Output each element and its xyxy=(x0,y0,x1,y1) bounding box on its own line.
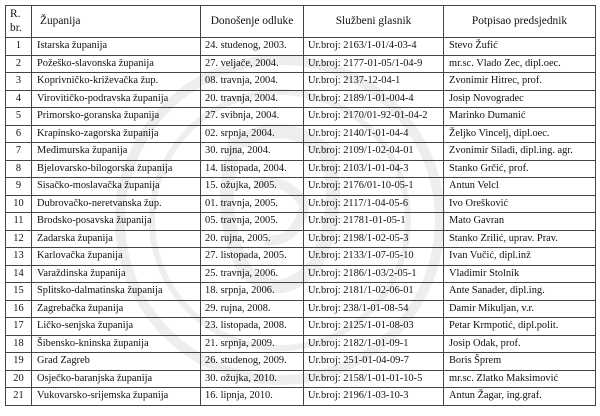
row-number: 8 xyxy=(6,160,32,178)
gazette-cell: Ur.broj: 2103/1-01-04-3 xyxy=(304,160,444,178)
table-row xyxy=(6,108,596,126)
county-cell: Karlovačka županija xyxy=(32,248,201,266)
row-number: 9 xyxy=(6,178,32,196)
table-row xyxy=(6,125,596,143)
signed-by-cell: mr.sc. Zlatko Maksimović xyxy=(444,370,596,388)
row-number: 18 xyxy=(6,335,32,353)
decision-date-cell: 27. veljače, 2004. xyxy=(201,55,304,73)
table-row xyxy=(6,300,596,318)
header-number xyxy=(6,6,32,38)
gazette-cell: Ur.broj: 2125/1-01-08-03 xyxy=(304,318,444,336)
signed-by-cell: Boris Šprem xyxy=(444,353,596,371)
gazette-cell: Ur.broj: 2133/1-07-05-10 xyxy=(304,248,444,266)
signed-by-cell: Marinko Dumanić xyxy=(444,108,596,126)
signed-by-cell: Ivo Orešković xyxy=(444,195,596,213)
gazette-cell: Ur.broj: 2140/1-01-04-4 xyxy=(304,125,444,143)
gazette-cell: Ur.broj: 2176/01-10-05-1 xyxy=(304,178,444,196)
gazette-cell: Ur.broj: 2181/1-02-06-01 xyxy=(304,283,444,301)
decision-date-cell: 26. studenog, 2009. xyxy=(201,353,304,371)
decision-date-cell: 18. srpnja, 2006. xyxy=(201,283,304,301)
table-row xyxy=(6,38,596,56)
county-cell: Krapinsko-zagorska županija xyxy=(32,125,201,143)
gazette-cell: Ur.broj: 2198/1-02-05-3 xyxy=(304,230,444,248)
signed-by-cell: Damir Mikuljan, v.r. xyxy=(444,300,596,318)
decision-date-cell: 24. studenog, 2003. xyxy=(201,38,304,56)
county-cell: Dubrovačko-neretvanska žup. xyxy=(32,195,201,213)
table-row xyxy=(6,388,596,406)
row-number: 1 xyxy=(6,38,32,56)
table-row xyxy=(6,90,596,108)
table-row xyxy=(6,143,596,161)
county-cell: Šibensko-kninska županija xyxy=(32,335,201,353)
row-number: 2 xyxy=(6,55,32,73)
row-number: 7 xyxy=(6,143,32,161)
decision-date-cell: 20. rujna, 2005. xyxy=(201,230,304,248)
table-row xyxy=(6,265,596,283)
signed-by-cell: Zvonimir Hitrec, prof. xyxy=(444,73,596,91)
gazette-cell: Ur.broj: 2109/1-02-04-01 xyxy=(304,143,444,161)
county-cell: Varaždinska županija xyxy=(32,265,201,283)
county-cell: Primorsko-goranska županija xyxy=(32,108,201,126)
table-row xyxy=(6,318,596,336)
decision-date-cell: 14. listopada, 2004. xyxy=(201,160,304,178)
signed-by-cell: Ante Sanader, dipl.ing. xyxy=(444,283,596,301)
gazette-cell: Ur.broj: 2117/1-04-05-6 xyxy=(304,195,444,213)
decision-date-cell: 01. travnja, 2005. xyxy=(201,195,304,213)
row-number: 13 xyxy=(6,248,32,266)
gazette-cell: Ur.broj: 2137-12-04-1 xyxy=(304,73,444,91)
gazette-cell: Ur.broj: 2177-01-05/1-04-9 xyxy=(304,55,444,73)
table-row xyxy=(6,370,596,388)
signed-by-cell: mr.sc. Vlado Zec, dipl.oec. xyxy=(444,55,596,73)
gazette-cell: Ur.broj: 2163/1-01/4-03-4 xyxy=(304,38,444,56)
table-row xyxy=(6,195,596,213)
table-row xyxy=(6,213,596,231)
decision-date-cell: 30. rujna, 2004. xyxy=(201,143,304,161)
county-cell: Koprivničko-križevačka žup. xyxy=(32,73,201,91)
county-cell: Osječko-baranjska županija xyxy=(32,370,201,388)
table-row xyxy=(6,55,596,73)
decision-date-cell: 16. lipnja, 2010. xyxy=(201,388,304,406)
row-number: 4 xyxy=(6,90,32,108)
gazette-cell: Ur.broj: 2196/1-03-10-3 xyxy=(304,388,444,406)
row-number: 16 xyxy=(6,300,32,318)
header-county: Županija xyxy=(32,6,201,38)
county-cell: Zagrebačka županija xyxy=(32,300,201,318)
county-cell: Ličko-senjska županija xyxy=(32,318,201,336)
decision-date-cell: 25. travnja, 2006. xyxy=(201,265,304,283)
table-row xyxy=(6,178,596,196)
row-number: 14 xyxy=(6,265,32,283)
county-cell: Vukovarsko-srijemska županija xyxy=(32,388,201,406)
signed-by-cell: Petar Krmpotić, dipl.polit. xyxy=(444,318,596,336)
gazette-cell: Ur.broj: 2189/1-01-004-4 xyxy=(304,90,444,108)
header-decision-date: Donošenje odluke xyxy=(201,6,304,38)
row-number: 5 xyxy=(6,108,32,126)
signed-by-cell: Antun Velcl xyxy=(444,178,596,196)
decision-date-cell: 27. listopada, 2005. xyxy=(201,248,304,266)
row-number: 17 xyxy=(6,318,32,336)
signed-by-cell: Zvonimir Siladi, dipl.ing. agr. xyxy=(444,143,596,161)
table-row xyxy=(6,160,596,178)
decision-date-cell: 21. srpnja, 2009. xyxy=(201,335,304,353)
row-number: 11 xyxy=(6,213,32,231)
row-number: 21 xyxy=(6,388,32,406)
decision-date-cell: 05. travnja, 2005. xyxy=(201,213,304,231)
decision-date-cell: 02. srpnja, 2004. xyxy=(201,125,304,143)
county-cell: Istarska županija xyxy=(32,38,201,56)
table-row xyxy=(6,73,596,91)
row-number: 15 xyxy=(6,283,32,301)
gazette-cell: Ur.broj: 21781-01-05-1 xyxy=(304,213,444,231)
signed-by-cell: Josip Novogradec xyxy=(444,90,596,108)
county-cell: Sisačko-moslavačka županija xyxy=(32,178,201,196)
gazette-cell: Ur.broj: 2158/1-01-01-10-5 xyxy=(304,370,444,388)
signed-by-cell: Stanko Grčić, prof. xyxy=(444,160,596,178)
row-number: 19 xyxy=(6,353,32,371)
signed-by-cell: Vladimir Stolnik xyxy=(444,265,596,283)
signed-by-cell: Željko Vincelj, dipl.oec. xyxy=(444,125,596,143)
row-number: 6 xyxy=(6,125,32,143)
county-cell: Virovitičko-podravska županija xyxy=(32,90,201,108)
decision-date-cell: 23. listopada, 2008. xyxy=(201,318,304,336)
gazette-cell: Ur.broj: 2170/01-92-01-04-2 xyxy=(304,108,444,126)
county-cell: Splitsko-dalmatinska županija xyxy=(32,283,201,301)
decision-date-cell: 08. travnja, 2004. xyxy=(201,73,304,91)
decision-date-cell: 30. ožujka, 2010. xyxy=(201,370,304,388)
decision-date-cell: 15. ožujka, 2005. xyxy=(201,178,304,196)
county-cell: Požeško-slavonska županija xyxy=(32,55,201,73)
decision-date-cell: 20. travnja, 2004. xyxy=(201,90,304,108)
table-row xyxy=(6,353,596,371)
gazette-cell: Ur.broj: 238/1-01-08-54 xyxy=(304,300,444,318)
gazette-cell: Ur.broj: 2182/1-01-09-1 xyxy=(304,335,444,353)
gazette-cell: Ur.broj: 251-01-04-09-7 xyxy=(304,353,444,371)
county-cell: Međimurska županija xyxy=(32,143,201,161)
table-row xyxy=(6,335,596,353)
signed-by-cell: Mato Gavran xyxy=(444,213,596,231)
signed-by-cell: Stanko Zrilić, uprav. Prav. xyxy=(444,230,596,248)
decision-date-cell: 27. svibnja, 2004. xyxy=(201,108,304,126)
table-row xyxy=(6,283,596,301)
signed-by-cell: Josip Odak, prof. xyxy=(444,335,596,353)
row-number: 12 xyxy=(6,230,32,248)
row-number: 3 xyxy=(6,73,32,91)
header-signed-by: Potpisao predsjednik xyxy=(444,6,596,38)
table-row xyxy=(6,230,596,248)
header-number-line2: br. xyxy=(10,21,22,34)
county-cell: Zadarska županija xyxy=(32,230,201,248)
county-cell: Grad Zagreb xyxy=(32,353,201,371)
signed-by-cell: Stevo Žufić xyxy=(444,38,596,56)
decision-date-cell: 29. rujna, 2008. xyxy=(201,300,304,318)
table-header-row xyxy=(6,6,596,38)
row-number: 10 xyxy=(6,195,32,213)
header-gazette: Službeni glasnik xyxy=(304,6,444,38)
signed-by-cell: Ivan Vučić, dipl.inž xyxy=(444,248,596,266)
counties-table xyxy=(5,5,596,406)
table-row xyxy=(6,248,596,266)
gazette-cell: Ur.broj: 2186/1-03/2-05-1 xyxy=(304,265,444,283)
county-cell: Brodsko-posavska županija xyxy=(32,213,201,231)
signed-by-cell: Antun Žagar, ing.graf. xyxy=(444,388,596,406)
header-number-line1: R. xyxy=(10,8,21,21)
row-number: 20 xyxy=(6,370,32,388)
county-cell: Bjelovarsko-bilogorska županija xyxy=(32,160,201,178)
